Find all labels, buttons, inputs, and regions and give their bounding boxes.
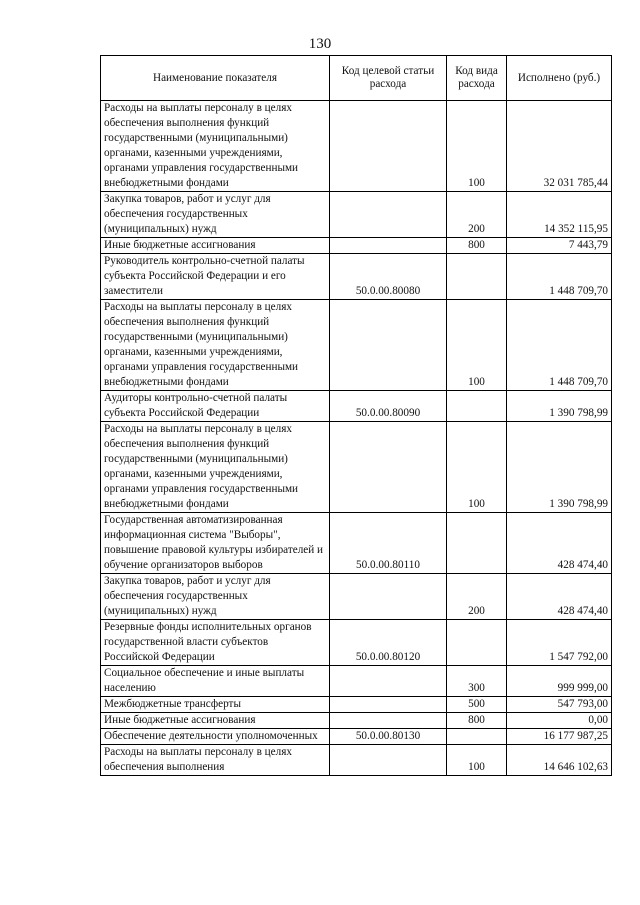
row-amount: 547 793,00 <box>507 697 612 713</box>
row-amount: 1 547 792,00 <box>507 620 612 666</box>
row-target-code: 50.0.00.80090 <box>330 391 447 422</box>
row-target-code: 50.0.00.80130 <box>330 729 447 745</box>
row-name: Расходы на выплаты персоналу в целях обеспечения выполнения <box>101 745 330 776</box>
row-amount: 7 443,79 <box>507 238 612 254</box>
table-row <box>101 254 612 300</box>
row-expense-type <box>447 254 507 300</box>
row-name: Обеспечение деятельности уполномоченных <box>101 729 330 745</box>
row-amount: 0,00 <box>507 713 612 729</box>
row-expense-type: 100 <box>447 745 507 776</box>
row-expense-type: 300 <box>447 666 507 697</box>
row-amount: 1 390 798,99 <box>507 391 612 422</box>
table-row <box>101 300 612 391</box>
row-amount: 1 448 709,70 <box>507 300 612 391</box>
row-expense-type <box>447 391 507 422</box>
row-name: Аудиторы контрольно-счетной палаты субъекта Российской Федерации <box>101 391 330 422</box>
row-target-code <box>330 422 447 513</box>
row-target-code <box>330 697 447 713</box>
row-expense-type: 800 <box>447 713 507 729</box>
row-expense-type: 500 <box>447 697 507 713</box>
table-row <box>101 422 612 513</box>
row-name: Иные бюджетные ассигнования <box>101 713 330 729</box>
row-name: Государственная автоматизированная информационная система "Выборы", повышение правовой культуры избирателей и обучение организаторов выборов <box>101 513 330 574</box>
row-amount: 32 031 785,44 <box>507 101 612 192</box>
row-target-code <box>330 713 447 729</box>
row-expense-type: 200 <box>447 574 507 620</box>
row-name: Иные бюджетные ассигнования <box>101 238 330 254</box>
row-expense-type: 800 <box>447 238 507 254</box>
table-row <box>101 574 612 620</box>
row-expense-type: 100 <box>447 300 507 391</box>
page-number: 130 <box>308 36 332 52</box>
row-target-code: 50.0.00.80080 <box>330 254 447 300</box>
row-amount: 999 999,00 <box>507 666 612 697</box>
table-row <box>101 391 612 422</box>
row-target-code <box>330 666 447 697</box>
row-target-code <box>330 192 447 238</box>
row-amount: 16 177 987,25 <box>507 729 612 745</box>
header-executed-amount: Исполнено (руб.) <box>507 56 612 101</box>
row-amount: 428 474,40 <box>507 513 612 574</box>
row-target-code <box>330 745 447 776</box>
row-name: Межбюджетные трансферты <box>101 697 330 713</box>
row-expense-type: 200 <box>447 192 507 238</box>
row-name: Расходы на выплаты персоналу в целях обеспечения выполнения функций государственными (муниципальными) органами, казенными учреждениями, органами управления государственными внебюджетными фондами <box>101 422 330 513</box>
row-expense-type <box>447 513 507 574</box>
table-row <box>101 666 612 697</box>
row-name: Социальное обеспечение и иные выплаты населению <box>101 666 330 697</box>
row-expense-type <box>447 620 507 666</box>
budget-execution-table <box>100 55 612 776</box>
table-row <box>101 713 612 729</box>
row-expense-type <box>447 729 507 745</box>
table-row <box>101 729 612 745</box>
table-header-row <box>101 56 612 101</box>
row-name: Закупка товаров, работ и услуг для обеспечения государственных (муниципальных) нужд <box>101 574 330 620</box>
header-target-code: Код целевой статьи расхода <box>330 56 447 101</box>
row-name: Закупка товаров, работ и услуг для обеспечения государственных (муниципальных) нужд <box>101 192 330 238</box>
row-target-code: 50.0.00.80110 <box>330 513 447 574</box>
row-amount: 14 646 102,63 <box>507 745 612 776</box>
row-target-code <box>330 238 447 254</box>
row-name: Расходы на выплаты персоналу в целях обеспечения выполнения функций государственными (муниципальными) органами, казенными учреждениями, органами управления государственными внебюджетными фондами <box>101 101 330 192</box>
table-row <box>101 192 612 238</box>
row-target-code: 50.0.00.80120 <box>330 620 447 666</box>
row-target-code <box>330 574 447 620</box>
row-amount: 14 352 115,95 <box>507 192 612 238</box>
row-amount: 1 448 709,70 <box>507 254 612 300</box>
row-target-code <box>330 300 447 391</box>
header-expense-type: Код вида расхода <box>447 56 507 101</box>
row-expense-type: 100 <box>447 422 507 513</box>
row-amount: 428 474,40 <box>507 574 612 620</box>
table-row <box>101 697 612 713</box>
row-name: Резервные фонды исполнительных органов государственной власти субъектов Российской Федерации <box>101 620 330 666</box>
row-target-code <box>330 101 447 192</box>
row-expense-type: 100 <box>447 101 507 192</box>
header-name: Наименование показателя <box>101 56 330 101</box>
row-amount: 1 390 798,99 <box>507 422 612 513</box>
table-row <box>101 745 612 776</box>
table-row <box>101 238 612 254</box>
table-row <box>101 513 612 574</box>
table-row <box>101 101 612 192</box>
row-name: Расходы на выплаты персоналу в целях обеспечения выполнения функций государственными (муниципальными) органами, казенными учреждениями, органами управления государственными внебюджетными фондами <box>101 300 330 391</box>
table-row <box>101 620 612 666</box>
row-name: Руководитель контрольно-счетной палаты субъекта Российской Федерации и его заместители <box>101 254 330 300</box>
